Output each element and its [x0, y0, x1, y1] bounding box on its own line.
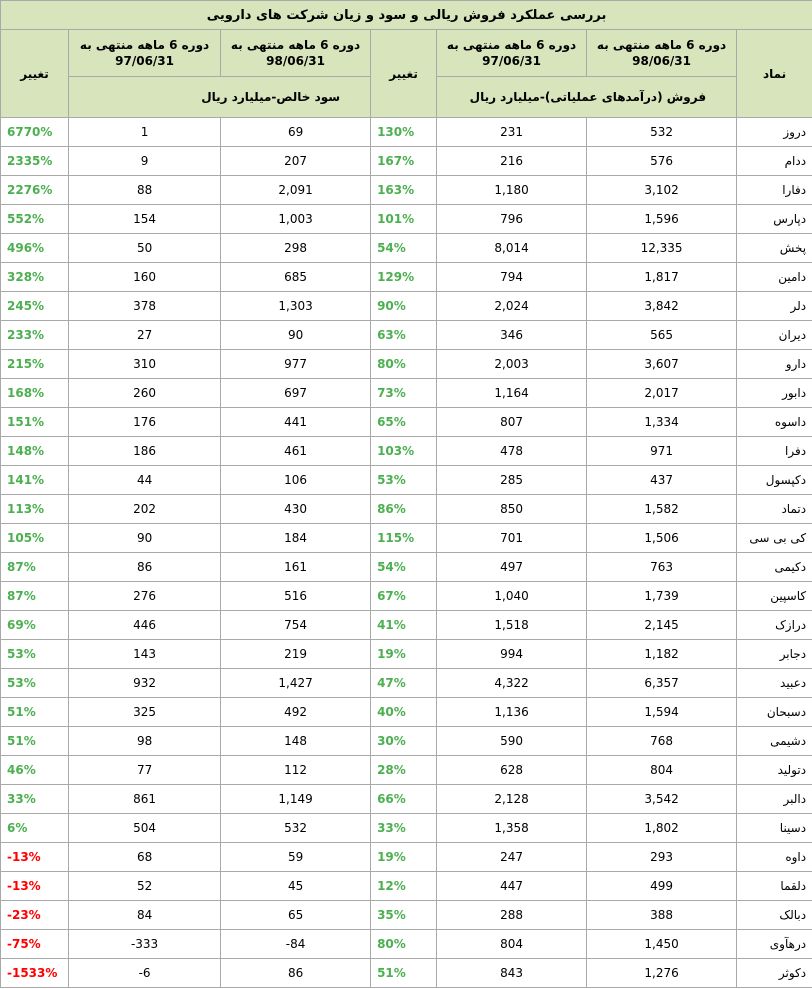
sales-97-cell: 701 — [437, 524, 587, 553]
profit-97-cell: 504 — [69, 814, 221, 843]
profit-98-cell: 1,427 — [221, 669, 371, 698]
sales-98-cell: 532 — [587, 118, 737, 147]
sales-98-cell: 3,842 — [587, 292, 737, 321]
profit-97-cell: -333 — [69, 930, 221, 959]
profit-change-cell: 53% — [1, 640, 69, 669]
sales-change-cell: 65% — [371, 408, 437, 437]
table-row — [1, 176, 812, 205]
sales-change-cell: 41% — [371, 611, 437, 640]
table-row — [1, 437, 812, 466]
symbol-cell: دکیمی — [737, 553, 812, 582]
symbol-cell: کاسپین — [737, 582, 812, 611]
profit-change-cell: -13% — [1, 843, 69, 872]
symbol-cell: پخش — [737, 234, 812, 263]
profit-97-cell: 325 — [69, 698, 221, 727]
profit-change-cell: -1533% — [1, 959, 69, 988]
profit-98-cell: 1,003 — [221, 205, 371, 234]
profit-98-cell: 1,149 — [221, 785, 371, 814]
sales-change-cell: 54% — [371, 553, 437, 582]
profit-97-cell: 44 — [69, 466, 221, 495]
sales-98-cell: 293 — [587, 843, 737, 872]
table-row — [1, 205, 812, 234]
profit-97-cell: 86 — [69, 553, 221, 582]
profit-98-cell: 219 — [221, 640, 371, 669]
profit-98-cell: 430 — [221, 495, 371, 524]
profit-change-cell: 496% — [1, 234, 69, 263]
profit-97-cell: 186 — [69, 437, 221, 466]
profit-98-cell: 977 — [221, 350, 371, 379]
sales-change-cell: 19% — [371, 843, 437, 872]
sales-97-cell: 1,164 — [437, 379, 587, 408]
period-date: 97/06/31 — [482, 54, 542, 68]
sales-change-header: تغییر — [371, 30, 437, 118]
sales-98-cell: 804 — [587, 756, 737, 785]
period-date: 97/06/31 — [115, 54, 175, 68]
sales-98-cell: 1,802 — [587, 814, 737, 843]
sales-97-cell: 447 — [437, 872, 587, 901]
sales-98-cell: 1,276 — [587, 959, 737, 988]
profit-97-cell: 276 — [69, 582, 221, 611]
table-row — [1, 785, 812, 814]
profit-97-cell: 52 — [69, 872, 221, 901]
profit-period-98-header — [221, 30, 371, 77]
table-row — [1, 814, 812, 843]
profit-change-cell: 46% — [1, 756, 69, 785]
profit-change-cell: 2276% — [1, 176, 69, 205]
sales-97-cell: 807 — [437, 408, 587, 437]
period-date: 98/06/31 — [632, 54, 692, 68]
profit-98-cell: 106 — [221, 466, 371, 495]
profit-97-cell: 50 — [69, 234, 221, 263]
symbol-cell: دجابر — [737, 640, 812, 669]
sales-97-cell: 247 — [437, 843, 587, 872]
profit-97-cell: 88 — [69, 176, 221, 205]
sales-98-cell: 2,017 — [587, 379, 737, 408]
symbol-cell: درازک — [737, 611, 812, 640]
sales-change-cell: 30% — [371, 727, 437, 756]
profit-change-cell: 33% — [1, 785, 69, 814]
profit-97-cell: 932 — [69, 669, 221, 698]
sales-98-cell: 1,596 — [587, 205, 737, 234]
symbol-cell: دلر — [737, 292, 812, 321]
sales-98-cell: 3,102 — [587, 176, 737, 205]
table-row — [1, 466, 812, 495]
sales-section-header: فروش (درآمدهای عملیاتی)-میلیارد ریال — [437, 77, 737, 118]
period-label: دوره 6 ماهه منتهی به — [79, 38, 210, 52]
sales-98-cell: 971 — [587, 437, 737, 466]
sales-change-cell: 129% — [371, 263, 437, 292]
sales-97-cell: 1,136 — [437, 698, 587, 727]
profit-98-cell: 112 — [221, 756, 371, 785]
profit-98-cell: 161 — [221, 553, 371, 582]
sales-change-cell: 28% — [371, 756, 437, 785]
sales-97-cell: 8,014 — [437, 234, 587, 263]
sales-97-cell: 216 — [437, 147, 587, 176]
sales-97-cell: 628 — [437, 756, 587, 785]
sales-98-cell: 768 — [587, 727, 737, 756]
sales-change-cell: 47% — [371, 669, 437, 698]
sales-97-cell: 796 — [437, 205, 587, 234]
profit-97-cell: 260 — [69, 379, 221, 408]
sales-change-cell: 67% — [371, 582, 437, 611]
table-row — [1, 553, 812, 582]
symbol-cell: دشیمی — [737, 727, 812, 756]
sales-change-cell: 167% — [371, 147, 437, 176]
profit-change-cell: 105% — [1, 524, 69, 553]
symbol-cell: دسبحان — [737, 698, 812, 727]
symbol-cell: دیران — [737, 321, 812, 350]
sales-97-cell: 1,518 — [437, 611, 587, 640]
table-row — [1, 524, 812, 553]
sales-97-cell: 1,040 — [437, 582, 587, 611]
sales-period-97-header — [437, 30, 587, 77]
sales-97-cell: 497 — [437, 553, 587, 582]
profit-97-cell: 176 — [69, 408, 221, 437]
profit-change-cell: 51% — [1, 698, 69, 727]
profit-change-cell: 168% — [1, 379, 69, 408]
profit-change-cell: 51% — [1, 727, 69, 756]
table-row — [1, 959, 812, 988]
sales-98-cell: 388 — [587, 901, 737, 930]
profit-change-cell: 69% — [1, 611, 69, 640]
profit-98-cell: 697 — [221, 379, 371, 408]
symbol-cell: دکوثر — [737, 959, 812, 988]
profit-97-cell: 77 — [69, 756, 221, 785]
profit-97-cell: 160 — [69, 263, 221, 292]
period-label: دوره 6 ماهه منتهی به — [230, 38, 361, 52]
symbol-cell: دتماد — [737, 495, 812, 524]
profit-change-cell: 2335% — [1, 147, 69, 176]
profit-98-cell: 461 — [221, 437, 371, 466]
sales-97-cell: 478 — [437, 437, 587, 466]
profit-97-cell: 143 — [69, 640, 221, 669]
sales-change-cell: 90% — [371, 292, 437, 321]
sales-change-cell: 101% — [371, 205, 437, 234]
table-row — [1, 582, 812, 611]
profit-98-cell: 86 — [221, 959, 371, 988]
sales-97-cell: 804 — [437, 930, 587, 959]
symbol-cell: کی بی سی — [737, 524, 812, 553]
symbol-cell: ددام — [737, 147, 812, 176]
profit-98-cell: 69 — [221, 118, 371, 147]
symbol-cell: دعبید — [737, 669, 812, 698]
profit-97-cell: 861 — [69, 785, 221, 814]
sales-change-cell: 12% — [371, 872, 437, 901]
sales-97-cell: 843 — [437, 959, 587, 988]
sales-change-cell: 86% — [371, 495, 437, 524]
table-row — [1, 872, 812, 901]
sales-98-cell: 576 — [587, 147, 737, 176]
profit-97-cell: 154 — [69, 205, 221, 234]
table-row — [1, 350, 812, 379]
profit-97-cell: 378 — [69, 292, 221, 321]
profit-98-cell: 532 — [221, 814, 371, 843]
table-row — [1, 640, 812, 669]
profit-98-cell: 2,091 — [221, 176, 371, 205]
profit-98-cell: -84 — [221, 930, 371, 959]
profit-97-cell: 310 — [69, 350, 221, 379]
sales-98-cell: 763 — [587, 553, 737, 582]
table-row — [1, 669, 812, 698]
table-row — [1, 379, 812, 408]
profit-change-cell: 87% — [1, 553, 69, 582]
profit-98-cell: 45 — [221, 872, 371, 901]
table-row — [1, 901, 812, 930]
sales-98-cell: 1,506 — [587, 524, 737, 553]
sales-97-cell: 4,322 — [437, 669, 587, 698]
sales-97-cell: 285 — [437, 466, 587, 495]
profit-98-cell: 685 — [221, 263, 371, 292]
profit-change-cell: 148% — [1, 437, 69, 466]
sales-97-cell: 850 — [437, 495, 587, 524]
symbol-cell: دتولید — [737, 756, 812, 785]
profit-97-cell: 1 — [69, 118, 221, 147]
profit-change-cell: 215% — [1, 350, 69, 379]
profit-change-cell: 6770% — [1, 118, 69, 147]
sales-change-cell: 80% — [371, 930, 437, 959]
profit-97-cell: 446 — [69, 611, 221, 640]
table-row — [1, 843, 812, 872]
sales-change-cell: 115% — [371, 524, 437, 553]
sales-change-cell: 33% — [371, 814, 437, 843]
symbol-cell: دفرا — [737, 437, 812, 466]
profit-98-cell: 148 — [221, 727, 371, 756]
sales-97-cell: 231 — [437, 118, 587, 147]
symbol-cell: دامین — [737, 263, 812, 292]
profit-98-cell: 65 — [221, 901, 371, 930]
sales-98-cell: 3,607 — [587, 350, 737, 379]
symbol-cell: دکپسول — [737, 466, 812, 495]
table-row — [1, 263, 812, 292]
profit-98-cell: 516 — [221, 582, 371, 611]
table-row — [1, 234, 812, 263]
symbol-cell: دارو — [737, 350, 812, 379]
profit-change-header: تغییر — [1, 30, 69, 118]
symbol-cell: دفارا — [737, 176, 812, 205]
period-label: دوره 6 ماهه منتهی به — [446, 38, 577, 52]
table-row — [1, 756, 812, 785]
profit-98-cell: 298 — [221, 234, 371, 263]
symbol-cell: درهآوی — [737, 930, 812, 959]
sales-97-cell: 994 — [437, 640, 587, 669]
table-row — [1, 408, 812, 437]
sales-97-cell: 346 — [437, 321, 587, 350]
profit-98-cell: 59 — [221, 843, 371, 872]
table-row — [1, 118, 812, 147]
sales-change-cell: 80% — [371, 350, 437, 379]
symbol-cell: داسوه — [737, 408, 812, 437]
table-title: بررسی عملکرد فروش ریالی و سود و زیان شرکت های دارویی — [1, 1, 812, 30]
sales-97-cell: 288 — [437, 901, 587, 930]
profit-98-cell: 184 — [221, 524, 371, 553]
profit-change-cell: 6% — [1, 814, 69, 843]
profit-change-cell: 245% — [1, 292, 69, 321]
profit-97-cell: -6 — [69, 959, 221, 988]
profit-change-cell: -23% — [1, 901, 69, 930]
sales-change-cell: 35% — [371, 901, 437, 930]
profit-98-cell: 441 — [221, 408, 371, 437]
sales-97-cell: 1,180 — [437, 176, 587, 205]
profit-section-header: سود خالص-میلیارد ریال — [69, 77, 371, 118]
profit-change-cell: 552% — [1, 205, 69, 234]
sales-change-cell: 40% — [371, 698, 437, 727]
sales-98-cell: 565 — [587, 321, 737, 350]
sales-97-cell: 794 — [437, 263, 587, 292]
sales-change-cell: 53% — [371, 466, 437, 495]
profit-98-cell: 754 — [221, 611, 371, 640]
profit-98-cell: 492 — [221, 698, 371, 727]
sales-98-cell: 3,542 — [587, 785, 737, 814]
profit-98-cell: 207 — [221, 147, 371, 176]
sales-98-cell: 1,182 — [587, 640, 737, 669]
sales-98-cell: 1,817 — [587, 263, 737, 292]
profit-97-cell: 68 — [69, 843, 221, 872]
table-row — [1, 930, 812, 959]
profit-change-cell: 328% — [1, 263, 69, 292]
sales-98-cell: 1,739 — [587, 582, 737, 611]
sales-change-cell: 51% — [371, 959, 437, 988]
profit-change-cell: 87% — [1, 582, 69, 611]
sales-change-cell: 73% — [371, 379, 437, 408]
sales-change-cell: 163% — [371, 176, 437, 205]
sales-97-cell: 1,358 — [437, 814, 587, 843]
symbol-header: نماد — [737, 30, 812, 118]
table-row — [1, 147, 812, 176]
symbol-cell: دبالک — [737, 901, 812, 930]
profit-change-cell: 151% — [1, 408, 69, 437]
table-row — [1, 698, 812, 727]
symbol-cell: داوه — [737, 843, 812, 872]
sales-98-cell: 1,582 — [587, 495, 737, 524]
profit-change-cell: -75% — [1, 930, 69, 959]
sales-98-cell: 499 — [587, 872, 737, 901]
sales-change-cell: 54% — [371, 234, 437, 263]
period-date: 98/06/31 — [266, 54, 326, 68]
table-row — [1, 611, 812, 640]
table-row — [1, 292, 812, 321]
table-row — [1, 495, 812, 524]
symbol-cell: دابور — [737, 379, 812, 408]
sales-98-cell: 1,594 — [587, 698, 737, 727]
sales-98-cell: 1,334 — [587, 408, 737, 437]
sales-change-cell: 66% — [371, 785, 437, 814]
profit-97-cell: 90 — [69, 524, 221, 553]
sales-97-cell: 2,024 — [437, 292, 587, 321]
table-row — [1, 727, 812, 756]
sales-change-cell: 130% — [371, 118, 437, 147]
sales-97-cell: 590 — [437, 727, 587, 756]
profit-change-cell: -13% — [1, 872, 69, 901]
table-row — [1, 321, 812, 350]
profit-change-cell: 233% — [1, 321, 69, 350]
sales-change-cell: 103% — [371, 437, 437, 466]
symbol-cell: دسینا — [737, 814, 812, 843]
profit-98-cell: 90 — [221, 321, 371, 350]
symbol-cell: دپارس — [737, 205, 812, 234]
profit-97-cell: 27 — [69, 321, 221, 350]
sales-period-98-header — [587, 30, 737, 77]
sales-98-cell: 2,145 — [587, 611, 737, 640]
symbol-cell: دروز — [737, 118, 812, 147]
profit-change-cell: 141% — [1, 466, 69, 495]
sales-98-cell: 6,357 — [587, 669, 737, 698]
profit-98-cell: 1,303 — [221, 292, 371, 321]
sales-97-cell: 2,128 — [437, 785, 587, 814]
symbol-cell: دالبر — [737, 785, 812, 814]
sales-98-cell: 12,335 — [587, 234, 737, 263]
profit-change-cell: 53% — [1, 669, 69, 698]
profit-97-cell: 98 — [69, 727, 221, 756]
profit-97-cell: 9 — [69, 147, 221, 176]
profit-period-97-header — [69, 30, 221, 77]
sales-98-cell: 437 — [587, 466, 737, 495]
sales-change-cell: 19% — [371, 640, 437, 669]
profit-97-cell: 84 — [69, 901, 221, 930]
profit-change-cell: 113% — [1, 495, 69, 524]
profit-97-cell: 202 — [69, 495, 221, 524]
symbol-cell: دلقما — [737, 872, 812, 901]
sales-change-cell: 63% — [371, 321, 437, 350]
sales-97-cell: 2,003 — [437, 350, 587, 379]
sales-98-cell: 1,450 — [587, 930, 737, 959]
period-label: دوره 6 ماهه منتهی به — [596, 38, 727, 52]
